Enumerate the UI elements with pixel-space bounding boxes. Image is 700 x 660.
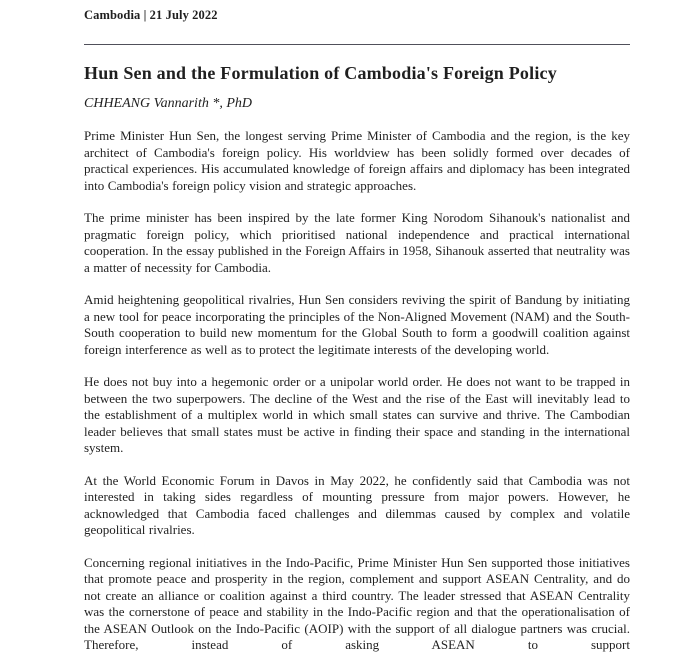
body-paragraph: Prime Minister Hun Sen, the longest serving Prime Minister of Cambodia and the region, is the key architect of Cambodia's foreign policy. His worldview has been solidly formed over decades of practical experiences. His accumulated knowledge of foreign affairs and diplomacy has been integrated into Cambodia's foreign policy vision and strategic approaches.: [84, 128, 630, 193]
author-line: CHHEANG Vannarith *, PhD: [84, 96, 252, 111]
date-line: Cambodia | 21 July 2022: [84, 8, 218, 22]
article-title: Hun Sen and the Formulation of Cambodia's Foreign Policy: [84, 63, 557, 83]
header-divider: [84, 44, 630, 45]
article-body: [84, 128, 630, 654]
body-paragraph-clipped: Concerning regional initiatives in the Indo-Pacific, Prime Minister Hun Sen supported those initiatives that promote peace and prosperity in the region, complement and support ASEAN Centrality, and do not create an alliance or coalition against a third country. The leader stressed that ASEAN Centrality was the cornerstone of peace and stability in the Indo-Pacific region and that the operationalisation of the ASEAN Outlook on the Indo-Pacific (AOIP) with the support of all dialogue partners was crucial. Therefore, instead of asking ASEAN to support: [84, 554, 630, 652]
body-paragraph: The prime minister has been inspired by the late former King Norodom Sihanouk's nationalist and pragmatic foreign policy, which prioritised national independence and practical international cooperation. In the essay published in the Foreign Affairs in 1958, Sihanouk asserted that neutrality was a matter of necessity for Cambodia.: [84, 210, 630, 275]
body-paragraph: Amid heightening geopolitical rivalries, Hun Sen considers reviving the spirit of Bandung by initiating a new tool for peace incorporating the principles of the Non-Aligned Movement (NAM) and the South-South cooperation to build new momentum for the Global South to form a goodwill coalition against foreign interference as well as to protect the legitimate interests of the developing world.: [84, 292, 630, 357]
body-paragraph: At the World Economic Forum in Davos in May 2022, he confidently said that Cambodia was not interested in taking sides regardless of mounting pressure from major powers. However, he acknowledged that Cambodia faced challenges and dilemmas caused by complex and volatile geopolitical rivalries.: [84, 472, 630, 537]
body-paragraph: He does not buy into a hegemonic order or a unipolar world order. He does not want to be trapped in between the two superpowers. The decline of the West and the rise of the East will inevitably lead to the establishment of a multiplex world in which small states can survive and thrive. The Cambodian leader believes that small states must be active in finding their space and standing in the international system.: [84, 374, 630, 455]
article-content: [84, 0, 630, 654]
